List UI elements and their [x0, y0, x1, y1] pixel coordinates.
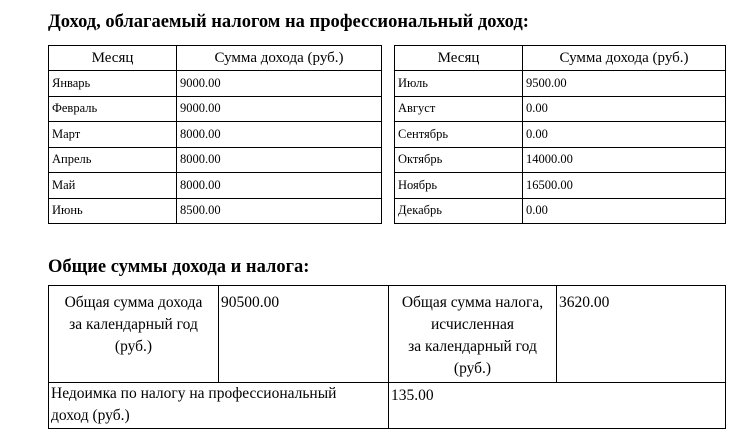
table-row [49, 198, 382, 224]
table-row [395, 173, 726, 199]
sum-cell: 16500.00 [523, 173, 726, 199]
label-line: за календарный год [408, 338, 537, 355]
sum-cell: 8000.00 [177, 147, 382, 173]
income-table-jul-dec [394, 45, 726, 224]
month-cell: Январь [49, 71, 177, 97]
month-cell: Октябрь [395, 147, 523, 173]
month-cell: Июль [395, 71, 523, 97]
sum-cell: 0.00 [523, 122, 726, 148]
month-cell: Декабрь [395, 198, 523, 224]
label-line: Недоимка по налогу на профессиональный [51, 385, 337, 402]
month-cell: Май [49, 173, 177, 199]
table-row [49, 147, 382, 173]
column-header-sum: Сумма дохода (руб.) [177, 46, 382, 71]
column-header-month: Месяц [395, 46, 523, 71]
label-line: Общая сумма налога, [401, 294, 544, 311]
sum-cell: 8000.00 [177, 173, 382, 199]
sum-cell: 8500.00 [177, 198, 382, 224]
income-table-jan-jun [48, 45, 382, 224]
table-row [49, 96, 382, 122]
sum-cell: 9500.00 [523, 71, 726, 97]
arrears-row [49, 383, 726, 429]
tax-total-value: 3620.00 [557, 286, 726, 383]
income-heading: Доход, облагаемый налогом на профессиональный доход: [48, 12, 529, 32]
table-header-row [395, 46, 726, 71]
table-row [395, 198, 726, 224]
month-cell: Июнь [49, 198, 177, 224]
table-row [49, 173, 382, 199]
table-row [395, 122, 726, 148]
sum-cell: 9000.00 [177, 71, 382, 97]
label-line: (руб.) [453, 360, 492, 377]
income-total-label [49, 286, 219, 383]
label-line: Общая сумма дохода [64, 294, 203, 311]
table-row [49, 122, 382, 148]
totals-row [49, 286, 726, 383]
month-cell: Ноябрь [395, 173, 523, 199]
sum-cell: 14000.00 [523, 147, 726, 173]
sum-cell: 9000.00 [177, 96, 382, 122]
sum-cell: 0.00 [523, 96, 726, 122]
sum-cell: 8000.00 [177, 122, 382, 148]
label-line: исчисленная [430, 316, 515, 333]
table-row [395, 96, 726, 122]
totals-table [48, 285, 726, 429]
table-row [395, 71, 726, 97]
arrears-value: 135.00 [389, 383, 726, 429]
income-total-value: 90500.00 [219, 286, 389, 383]
month-cell: Август [395, 96, 523, 122]
table-row [49, 71, 382, 97]
table-row [395, 147, 726, 173]
month-cell: Сентябрь [395, 122, 523, 148]
tax-total-label [389, 286, 557, 383]
month-cell: Март [49, 122, 177, 148]
label-line: (руб.) [114, 338, 153, 355]
month-cell: Апрель [49, 147, 177, 173]
table-header-row [49, 46, 382, 71]
arrears-label [49, 383, 389, 429]
label-line: доход (руб.) [51, 407, 130, 424]
sum-cell: 0.00 [523, 198, 726, 224]
month-cell: Февраль [49, 96, 177, 122]
totals-heading: Общие суммы дохода и налога: [48, 257, 310, 277]
column-header-sum: Сумма дохода (руб.) [523, 46, 726, 71]
column-header-month: Месяц [49, 46, 177, 71]
label-line: за календарный год [69, 316, 198, 333]
